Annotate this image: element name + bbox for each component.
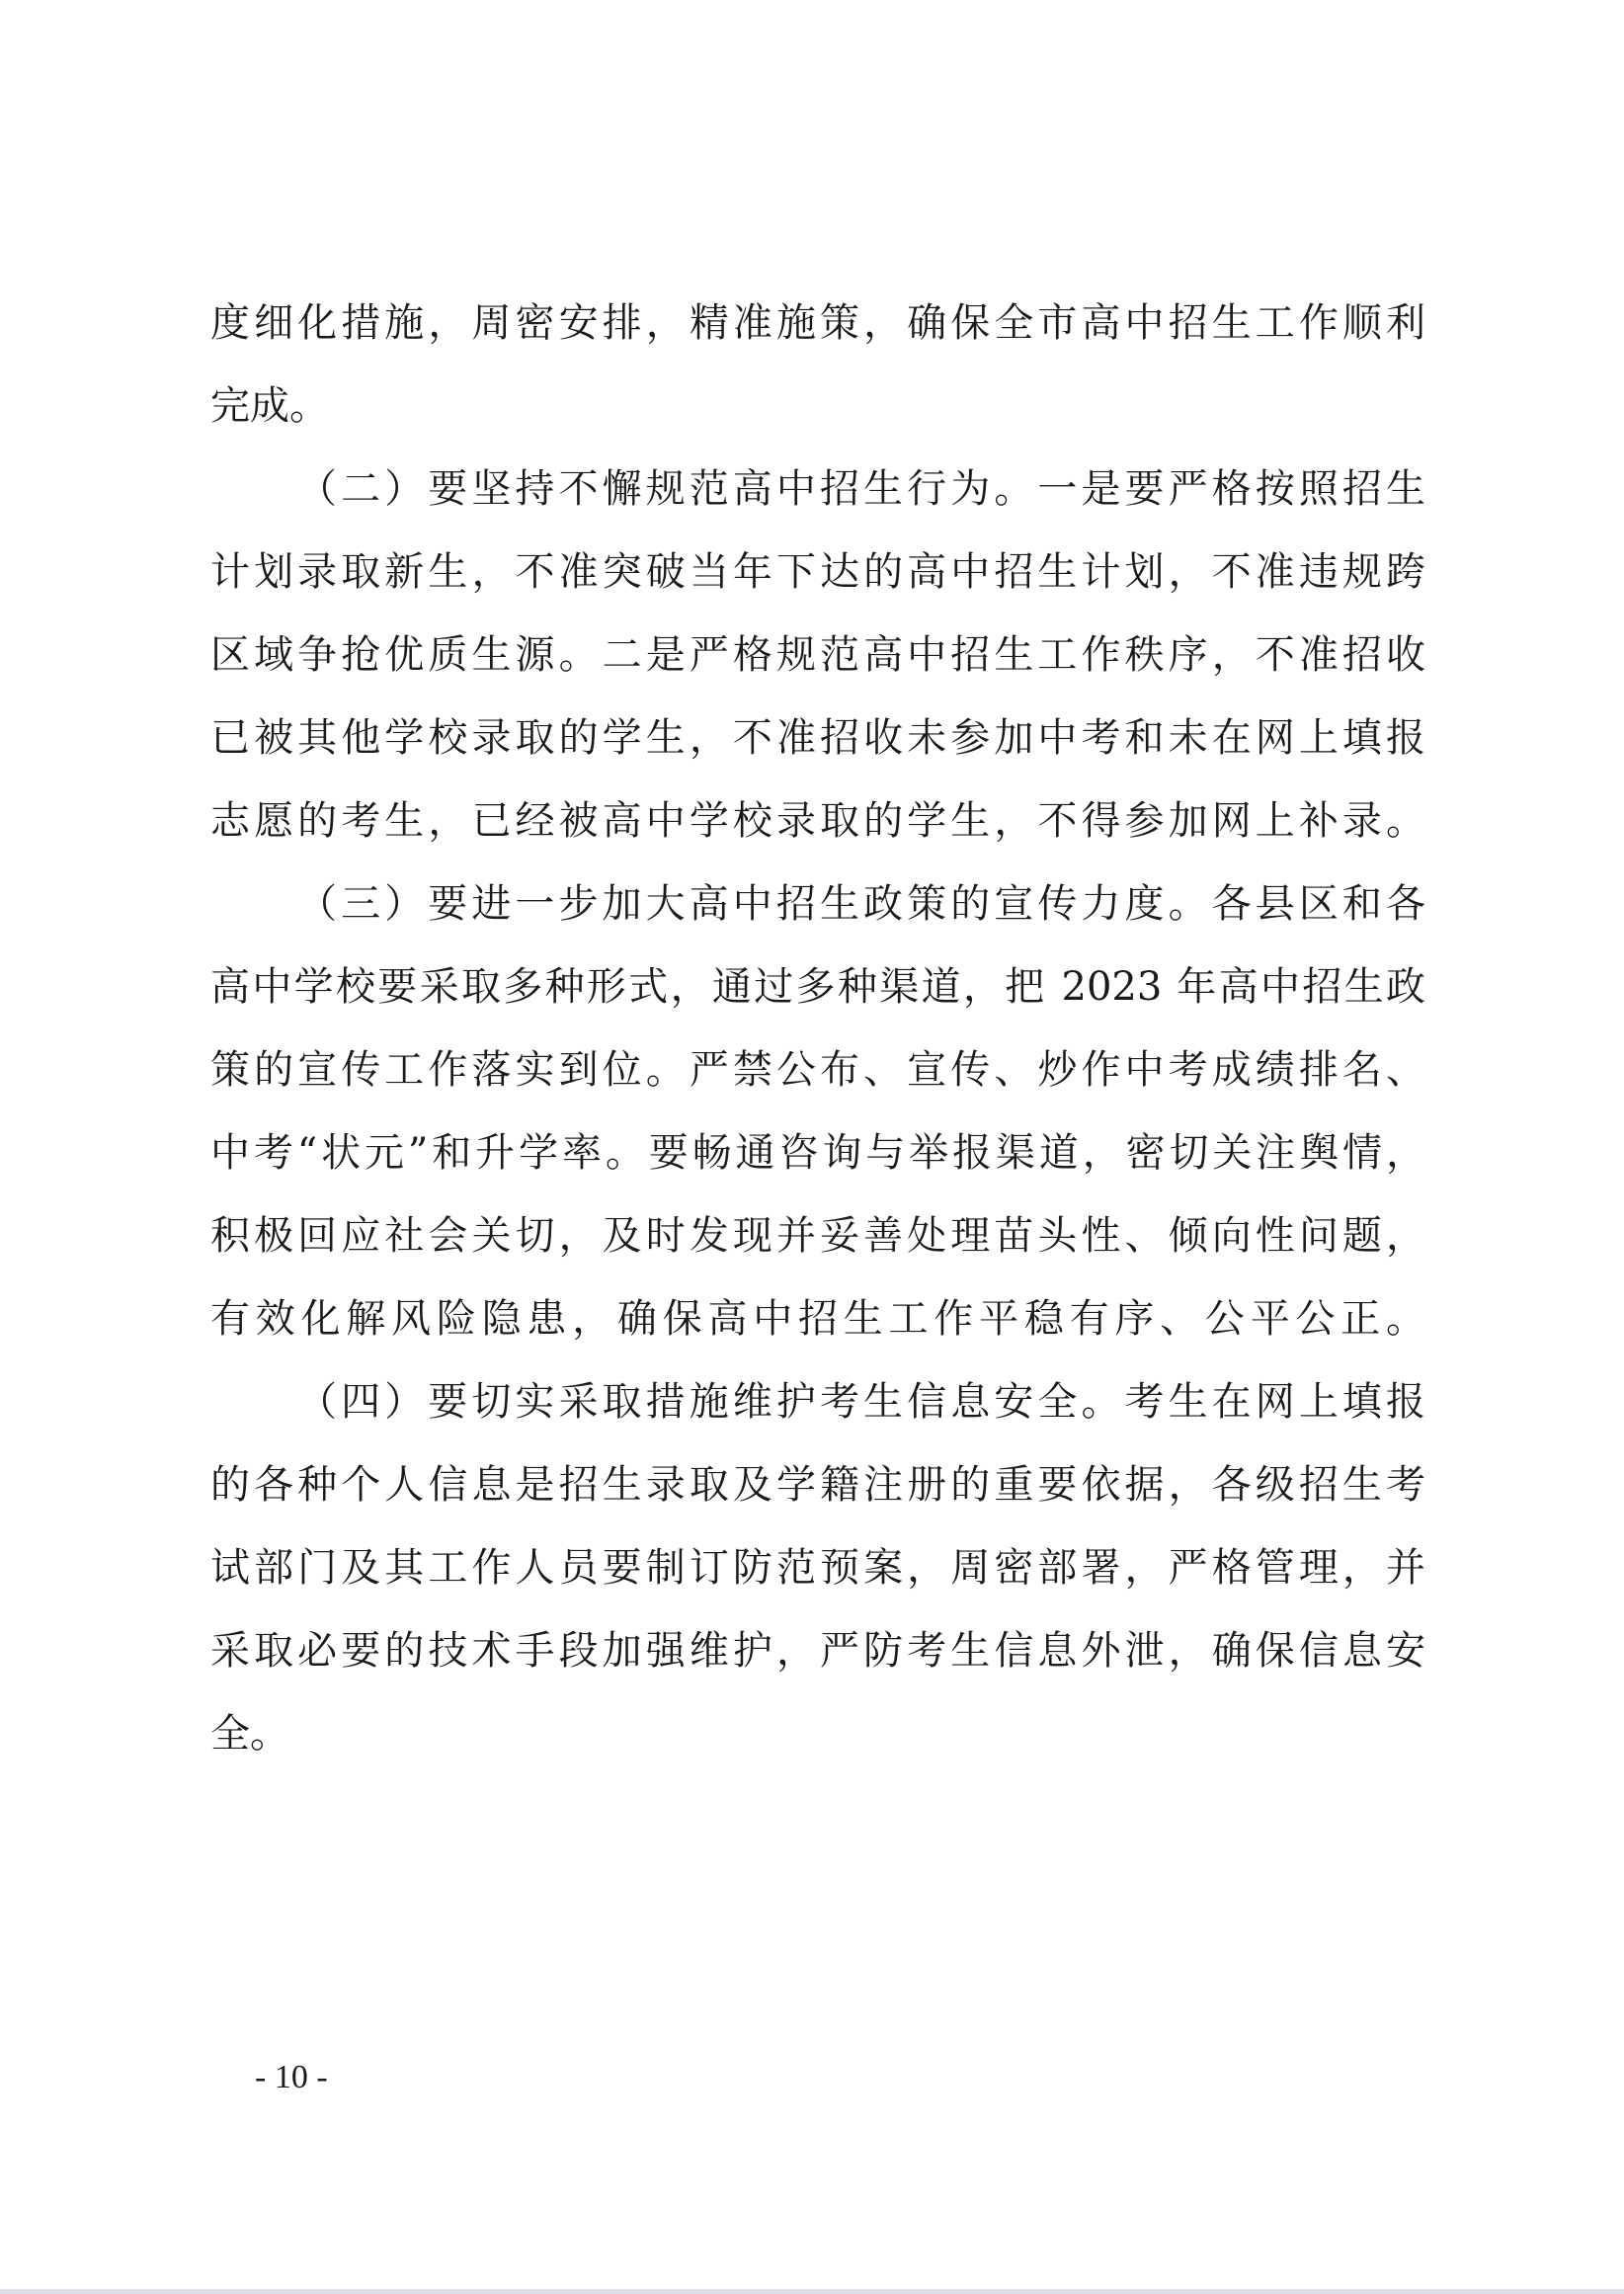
page-number: - 10 - — [255, 2059, 328, 2095]
text-line: 策的宣传工作落实到位。严禁公布、宣传、炒作中考成绩排名、 — [210, 1047, 1425, 1093]
text-line: 采取必要的技术手段加强维护，严防考生信息外泄，确保信息安 — [210, 1628, 1425, 1674]
text-line: （四）要切实采取措施维护考生信息安全。考生在网上填报 — [297, 1379, 1425, 1425]
text-line: 中考“状元”和升学率。要畅通咨询与举报渠道，密切关注舆情， — [210, 1130, 1425, 1176]
text-line: 的各种个人信息是招生录取及学籍注册的重要依据，各级招生考 — [210, 1462, 1425, 1508]
text-line: 试部门及其工作人员要制订防范预案，周密部署，严格管理，并 — [210, 1545, 1425, 1591]
scan-edge-divider — [0, 2289, 1624, 2294]
text-line: 志愿的考生，已经被高中学校录取的学生，不得参加网上补录。 — [210, 798, 1425, 844]
text-line: 积极回应社会关切，及时发现并妥善处理苗头性、倾向性问题， — [210, 1213, 1425, 1259]
text-line: 完成。 — [210, 383, 329, 429]
text-line: 全。 — [210, 1711, 289, 1757]
text-line: 计划录取新生，不准突破当年下达的高中招生计划，不准违规跨 — [210, 549, 1425, 595]
text-line: （二）要坚持不懈规范高中招生行为。一是要严格按照招生 — [297, 466, 1425, 512]
text-line: 已被其他学校录取的学生，不准招收未参加中考和未在网上填报 — [210, 715, 1425, 761]
text-line: （三）要进一步加大高中招生政策的宣传力度。各县区和各 — [297, 881, 1425, 927]
text-line: 高中学校要采取多种形式，通过多种渠道，把 2023 年高中招生政 — [210, 964, 1425, 1010]
text-line: 度细化措施，周密安排，精准施策，确保全市高中招生工作顺利 — [210, 300, 1425, 346]
text-line: 区域争抢优质生源。二是严格规范高中招生工作秩序，不准招收 — [210, 632, 1425, 678]
text-line: 有效化解风险隐患，确保高中招生工作平稳有序、公平公正。 — [210, 1296, 1425, 1342]
body-text — [210, 282, 1425, 1775]
